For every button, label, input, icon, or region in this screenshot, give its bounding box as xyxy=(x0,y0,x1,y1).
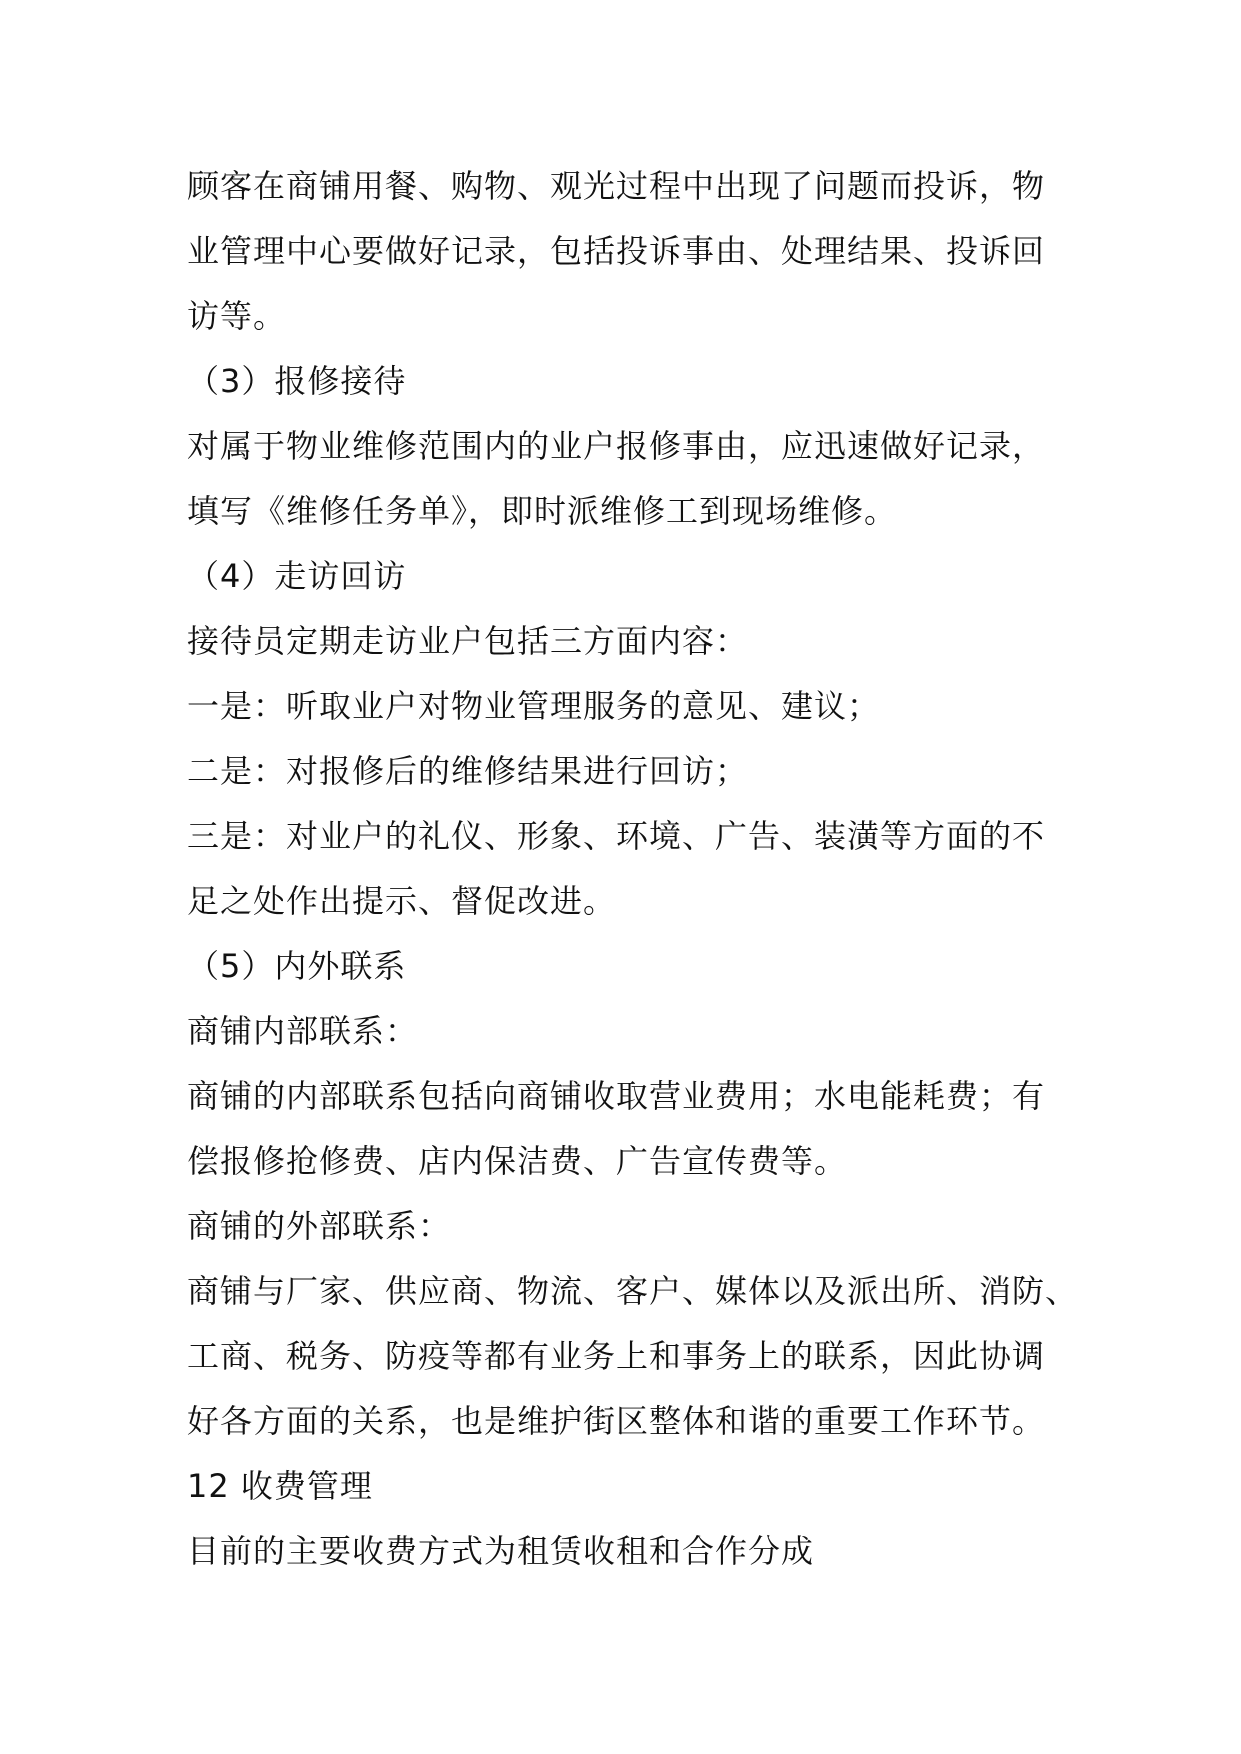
section-heading-visits: （4）走访回访 xyxy=(187,557,407,595)
paragraph-line: 好各方面的关系，也是维护街区整体和谐的重要工作环节。 xyxy=(187,1402,1046,1440)
section-heading-repair-reception: （3）报修接待 xyxy=(187,362,407,400)
list-item-third: 三是：对业户的礼仪、形象、环境、广告、装潢等方面的不 xyxy=(187,817,1046,855)
paragraph-line: 偿报修抢修费、店内保洁费、广告宣传费等。 xyxy=(187,1142,848,1180)
subheading-internal-contacts: 商铺内部联系： xyxy=(187,1012,419,1050)
paragraph-line: 商铺的内部联系包括向商铺收取营业费用；水电能耗费；有 xyxy=(187,1077,1046,1115)
list-item-first: 一是：听取业户对物业管理服务的意见、建议； xyxy=(187,687,881,725)
paragraph-line: 工商、税务、防疫等都有业务上和事务上的联系，因此协调 xyxy=(187,1337,1046,1375)
paragraph-line: 接待员定期走访业户包括三方面内容： xyxy=(187,622,749,660)
paragraph-line: 足之处作出提示、督促改进。 xyxy=(187,882,617,920)
paragraph-line: 对属于物业维修范围内的业户报修事由，应迅速做好记录， xyxy=(187,427,1046,465)
document-body xyxy=(187,154,1079,1584)
paragraph-line: 顾客在商铺用餐、购物、观光过程中出现了问题而投诉，物 xyxy=(187,167,1046,205)
paragraph-line: 商铺与厂家、供应商、物流、客户、媒体以及派出所、消防、 xyxy=(187,1272,1079,1310)
paragraph-line: 访等。 xyxy=(187,297,287,335)
section-heading-fee-management: 12 收费管理 xyxy=(187,1467,373,1505)
section-heading-contacts: （5）内外联系 xyxy=(187,947,407,985)
list-item-second: 二是：对报修后的维修结果进行回访； xyxy=(187,752,749,790)
paragraph-line: 目前的主要收费方式为租赁收租和合作分成 xyxy=(187,1532,815,1570)
subheading-external-contacts: 商铺的外部联系： xyxy=(187,1207,452,1245)
paragraph-line: 业管理中心要做好记录，包括投诉事由、处理结果、投诉回 xyxy=(187,232,1046,270)
paragraph-line: 填写《维修任务单》，即时派维修工到现场维修。 xyxy=(187,492,898,530)
